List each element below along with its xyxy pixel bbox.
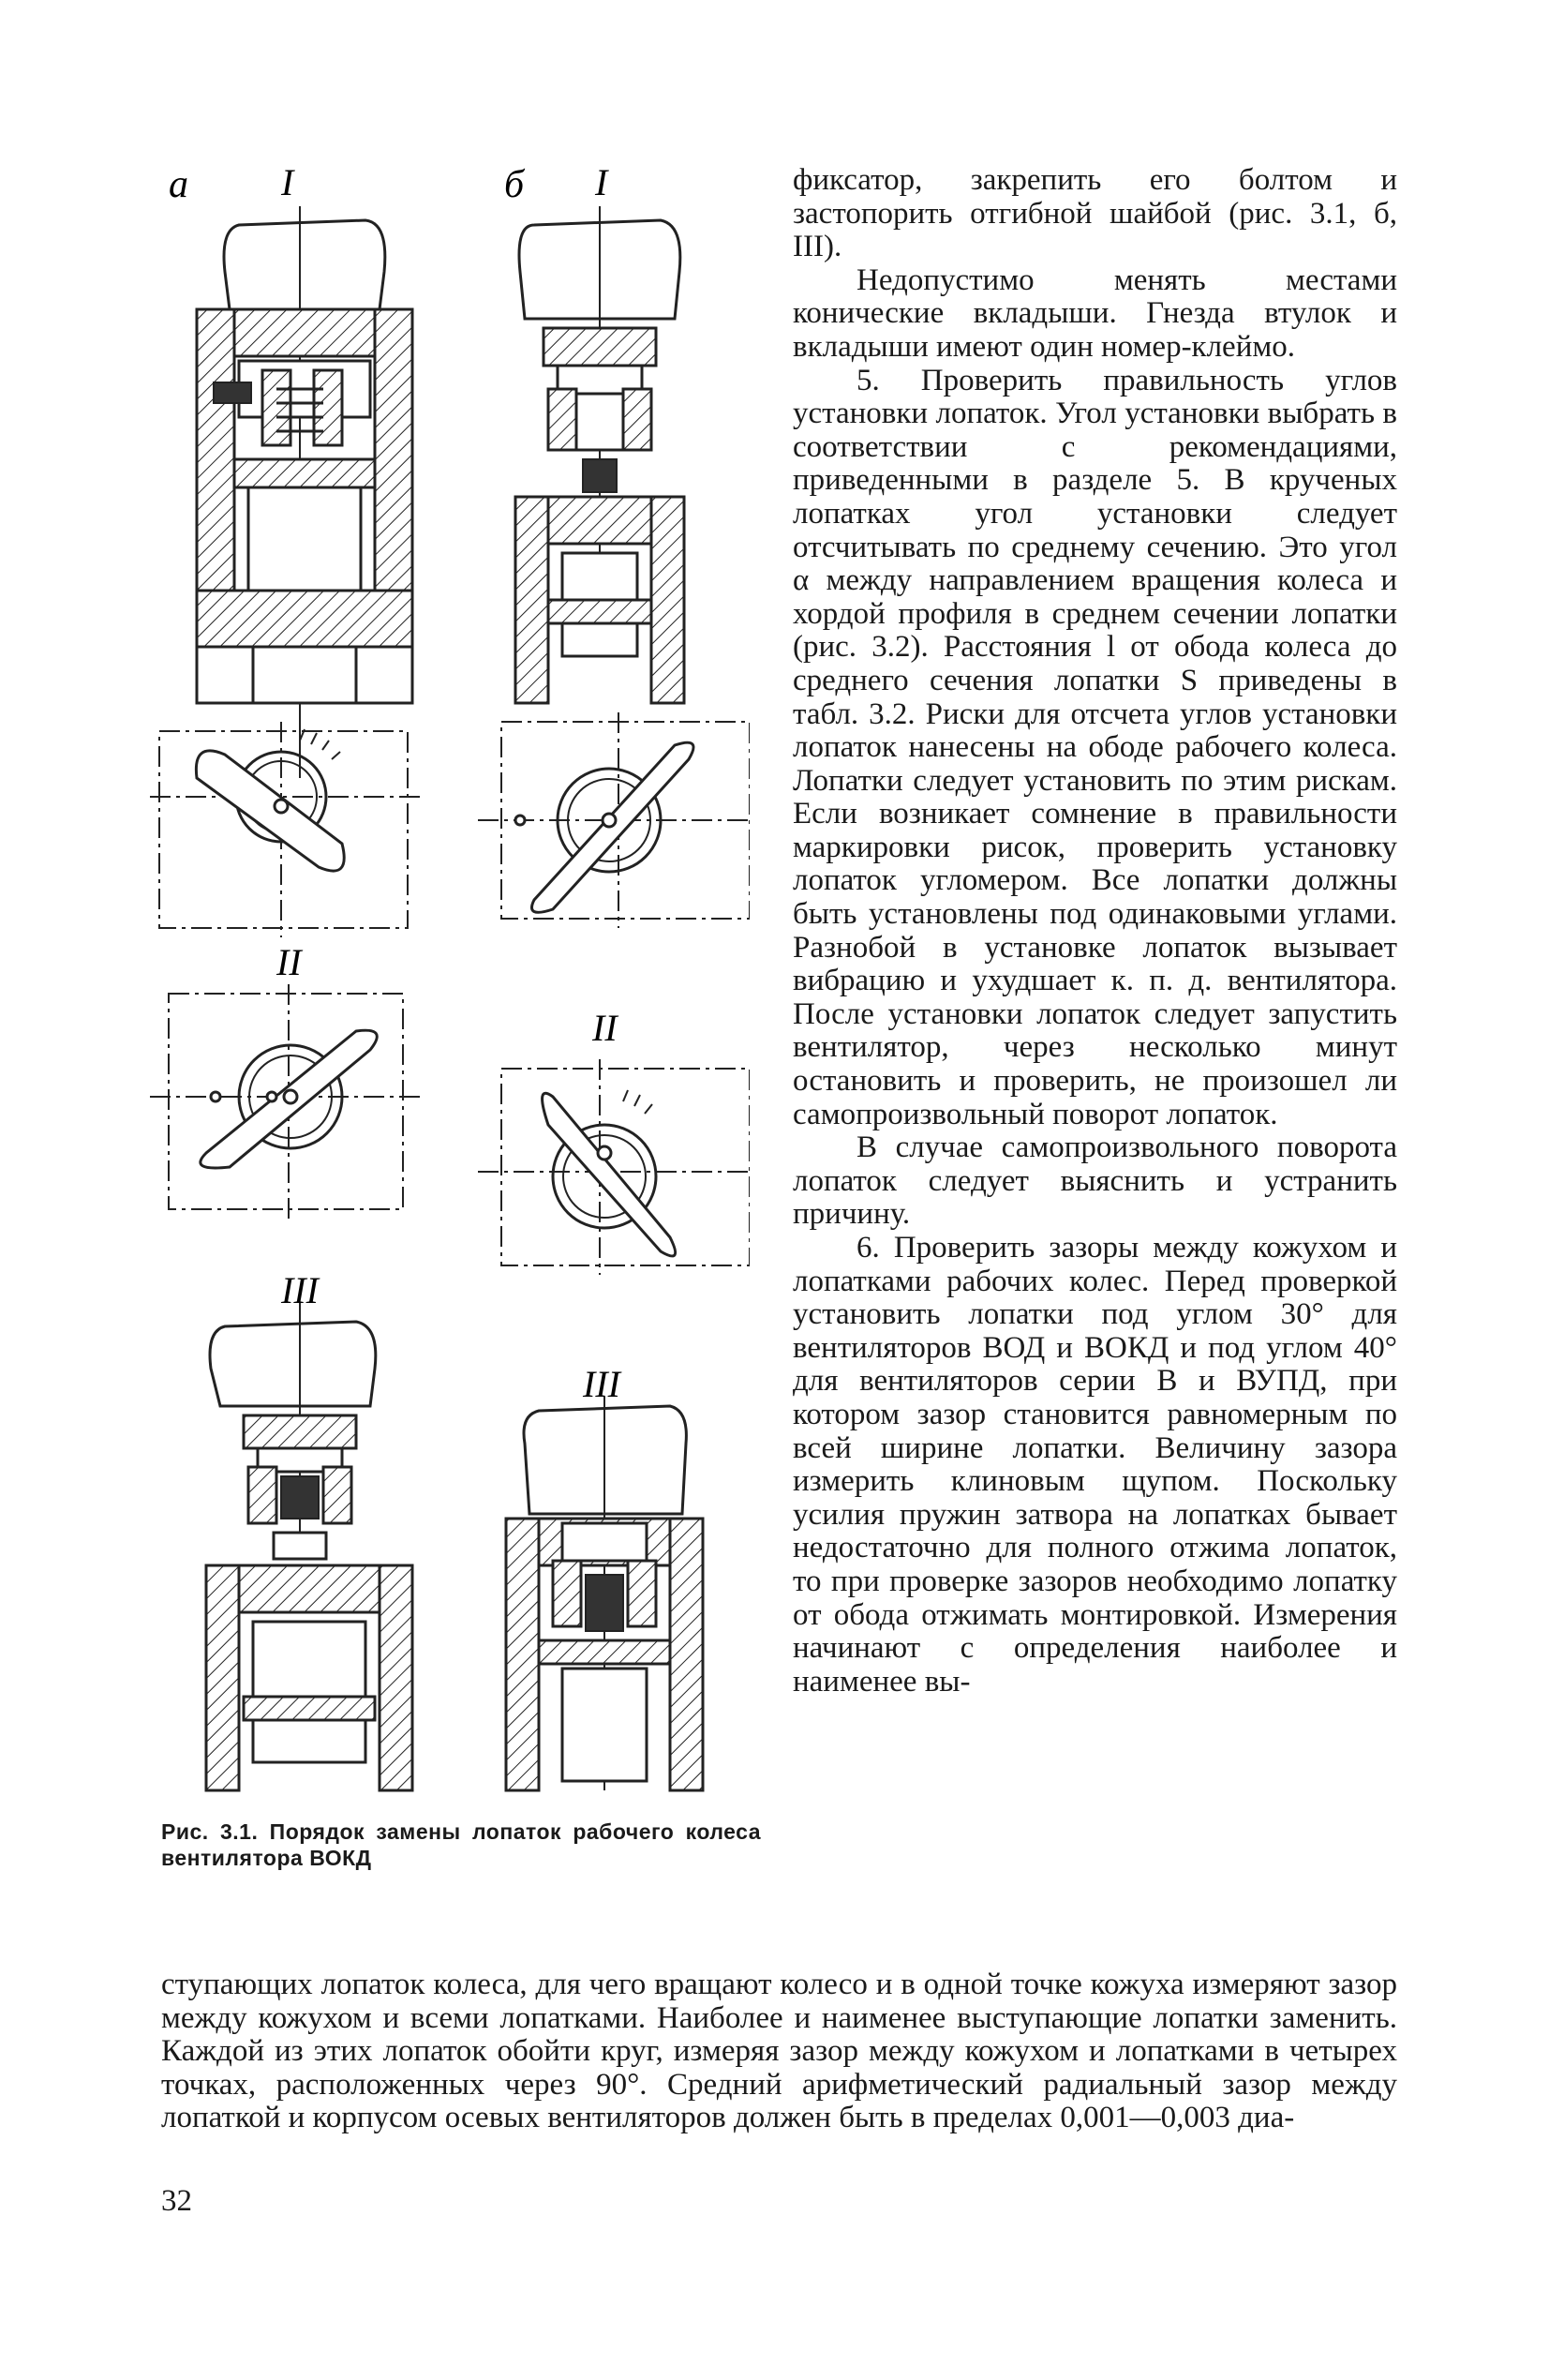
paragraph: Недопустимо менять местами конические вкладыши. Гнезда втулок и вкладыши имеют один номер-клеймо.: [793, 262, 1397, 364]
drawing-a-II: [150, 984, 422, 1219]
paragraph: 5. Проверить правильность углов установки лопаток. Угол установки выбрать в соответствии с рекомендациями, приведенными в разделе 5. В крученых лопатках угол установки следует отсчитывать по среднему сечению. Это угол α между направлением вращения колеса и хордой профиля в среднем сечении лопатки (рис. 3.2). Расстояния l от обода колеса до среднего сечения лопатки S приведены в табл. 3.2. Риски для отсчета углов установки лопаток нанесены на ободе рабочего колеса. Лопатки следует установить по этим рискам. Если возникает сомнение в правильности маркировки рисок, проверить установку лопаток угломером. Все лопатки должны быть установлены под одинаковыми углами. Разнобой в установке лопаток вызывает вибрацию и ухудшает к. п. д. вентилятора. После установки лопаток следует запустить вентилятор, через несколько минут остановить и проверить, не произошел ли самопроизвольный поворот лопаток.: [793, 363, 1397, 1131]
drawing-a-I-plan: [150, 722, 422, 937]
right-column-text: [793, 164, 1397, 1699]
label-a: а: [169, 163, 188, 206]
drawing-a-III: [206, 1303, 412, 1790]
paragraph: 6. Проверить зазоры между кожухом и лопатками рабочих колес. Перед проверкой установить лопатки под углом 30° для вентиляторов ВОД и ВОКД и под углом 40° для вентиляторов серии В и ВУПД, при котором зазор становится равномерным по всей ширине лопатки. Величину зазора измерить клиновым щупом. Поскольку усилия пружин затвора на лопатках бывает недостаточно для полного отжима лопаток, то при проверке зазоров необходимо лопатку от обода отжимать монтировкой. Измерения начинают с определения наиболее и наименее вы-: [793, 1231, 1397, 1699]
paragraph: фиксатор, закрепить его болтом и застопорить отгибной шайбой (рис. 3.1, б, III).: [793, 163, 1397, 264]
label-b: б: [504, 163, 525, 206]
drawing-b-I-plan: [478, 712, 750, 928]
figure-drawing: [150, 159, 750, 1809]
drawing-b-I: [515, 206, 684, 703]
label-II-a: II: [276, 941, 302, 983]
label-III-b: III: [583, 1363, 620, 1405]
drawing-b-III: [506, 1397, 703, 1790]
paragraph: ступающих лопаток колеса, для чего вращают колесо и в одной точке кожуха измеряют зазор между кожухом и всеми лопатками. Наиболее и наименее выступающие лопатки заменить. Каждой из этих лопаток обойти круг, измеряя зазор между кожухом и лопатками в четырех точках, расположенных через 90°. Средний арифметический радиальный зазор между лопаткой и корпусом осевых вентиляторов должен быть в пределах 0,001—0,003 диа-: [161, 1968, 1397, 2135]
page-number: 32: [161, 2184, 192, 2218]
label-III-a: III: [281, 1269, 319, 1311]
figure-3-1: [150, 159, 750, 1809]
figure-caption: Рис. 3.1. Порядок замены лопаток рабочего колеса вентилятора ВОКД: [161, 1819, 761, 1870]
drawing-b-II: [478, 1059, 750, 1275]
paragraph: В случае самопроизвольного поворота лопаток следует выяснить и устранить причину.: [793, 1130, 1397, 1232]
label-I-a: I: [281, 161, 294, 203]
drawing-a-I: [197, 206, 412, 778]
label-I-b: I: [595, 161, 608, 203]
label-II-b: II: [592, 1007, 618, 1049]
full-width-text: [161, 1968, 1397, 2135]
